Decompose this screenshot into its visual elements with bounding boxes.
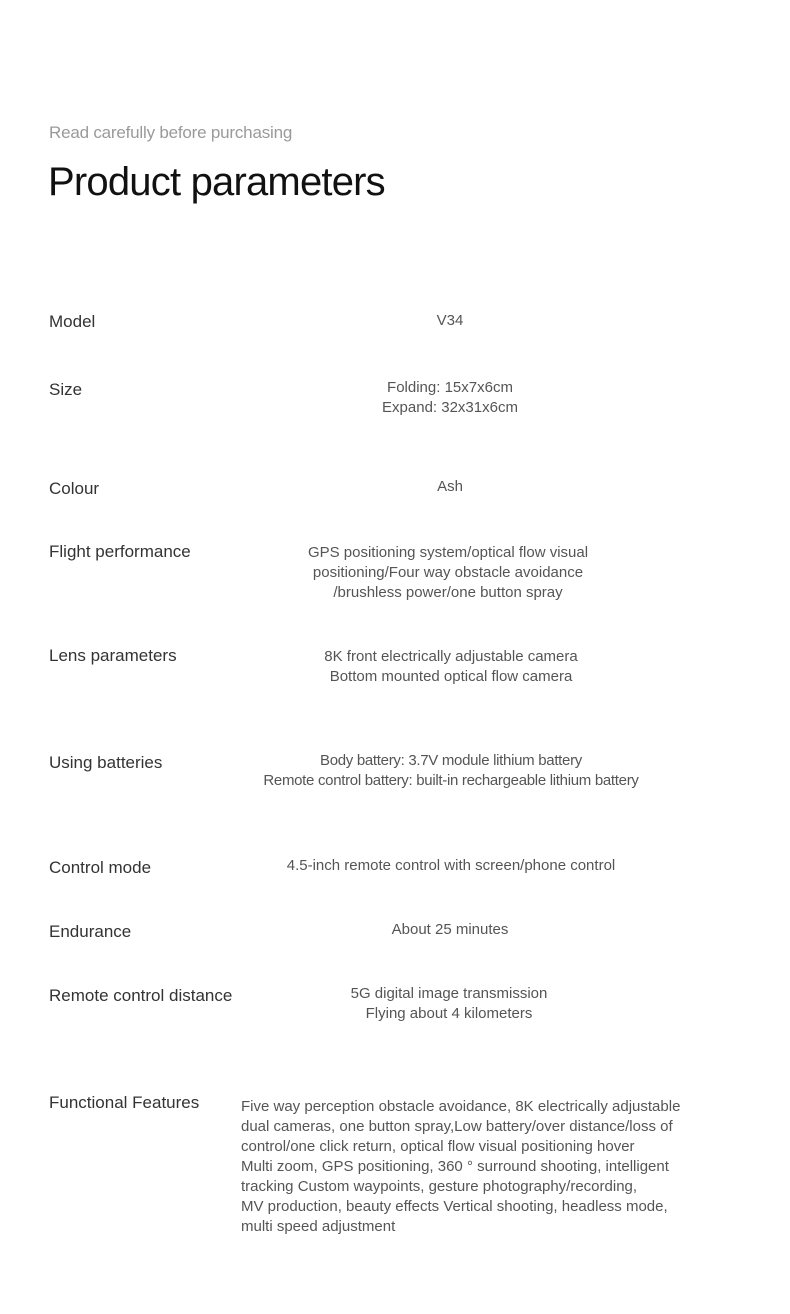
value-line: control/one click return, optical flow visual positioning hover	[241, 1138, 635, 1155]
param-label-flight-performance: Flight performance	[49, 542, 191, 561]
param-value-control-mode	[226, 856, 676, 876]
value-line: Body battery: 3.7V module lithium battery	[319, 752, 582, 769]
value-line: multi speed adjustment	[241, 1218, 396, 1235]
value-line: 4.5-inch remote control with screen/phone control	[286, 857, 616, 874]
param-value-colour	[250, 477, 650, 497]
value-line: Folding: 15x7x6cm	[387, 379, 513, 396]
param-value-lens-parameters	[251, 647, 651, 687]
param-value-using-batteries	[226, 751, 676, 791]
value-line: Remote control battery: built-in rechargeable lithium battery	[263, 772, 639, 789]
value-line: dual cameras, one button spray,Low battery/over distance/loss of	[241, 1118, 673, 1135]
value-line: V34	[436, 312, 464, 329]
value-line: About 25 minutes	[391, 921, 509, 938]
value-line: /brushless power/one button spray	[333, 584, 563, 601]
param-label-endurance: Endurance	[49, 922, 132, 941]
value-line: Multi zoom, GPS positioning, 360 ° surround shooting, intelligent	[241, 1158, 669, 1175]
param-value-flight-performance	[248, 543, 648, 603]
param-value-functional-features	[241, 1097, 711, 1237]
param-label-colour: Colour	[49, 479, 100, 498]
value-line: Five way perception obstacle avoidance, 8K electrically adjustable	[241, 1098, 681, 1115]
value-line: MV production, beauty effects Vertical shooting, headless mode,	[241, 1198, 668, 1215]
param-value-remote-control-distance	[249, 984, 649, 1024]
param-label-remote-control-distance: Remote control distance	[49, 986, 233, 1005]
param-label-model: Model	[49, 312, 96, 331]
value-line: Bottom mounted optical flow camera	[329, 668, 573, 685]
value-line: positioning/Four way obstacle avoidance	[312, 564, 584, 581]
value-line: Expand: 32x31x6cm	[382, 399, 518, 416]
value-line: Flying about 4 kilometers	[365, 1005, 533, 1022]
value-line: 5G digital image transmission	[350, 985, 548, 1002]
page-title: Product parameters	[48, 160, 385, 204]
value-line: GPS positioning system/optical flow visual	[307, 544, 589, 561]
value-line: Ash	[437, 478, 463, 495]
param-value-model	[250, 311, 650, 331]
param-label-control-mode: Control mode	[49, 858, 152, 877]
param-label-size: Size	[49, 380, 83, 399]
value-line: 8K front electrically adjustable camera	[324, 648, 578, 665]
param-label-using-batteries: Using batteries	[49, 753, 163, 772]
param-label-functional-features: Functional Features	[49, 1093, 200, 1112]
eyebrow-text: Read carefully before purchasing	[49, 123, 293, 142]
param-label-lens-parameters: Lens parameters	[49, 646, 177, 665]
param-value-endurance	[250, 920, 650, 940]
value-line: tracking Custom waypoints, gesture photography/recording,	[241, 1178, 638, 1195]
param-value-size	[250, 378, 650, 418]
